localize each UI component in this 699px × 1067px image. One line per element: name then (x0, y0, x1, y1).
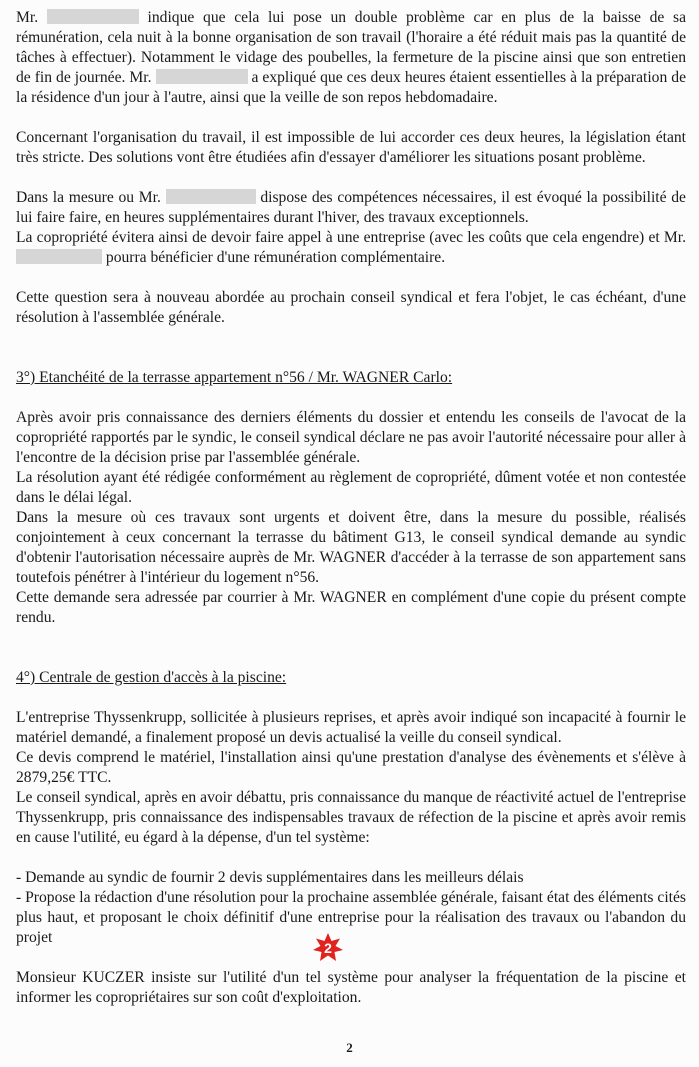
paragraph-2: Concernant l'organisation du travail, il est impossible de lui accorder ces deux heures, la législation étant très stricte. Des solutions vont être étudiées afin d'essayer d'améliorer les situations posant problème. (16, 129, 686, 166)
text-fragment: La copropriété évitera ainsi de devoir faire appel à une entreprise (avec les coûts que cela engendre) et Mr. (16, 229, 686, 246)
text-fragment: Mr. (16, 9, 39, 26)
text-fragment: Dans la mesure ou Mr. (16, 189, 161, 206)
page-number: 2 (346, 1040, 353, 1055)
text-fragment: indique que cela lui pose un double problème car en plus de la baisse de sa rémunération, cela nuit à la bonne organisation de son travail (l'horaire a été réduit mais pas la quantité de tâches à effectuer). Notamment le vidage des poubelles, la fermeture de la piscine ainsi que son entretien de fin de journée. Mr. (16, 9, 687, 86)
paragraph-4: Cette question sera à nouveau abordée au prochain conseil syndical et fera l'objet, le cas échéant, d'une résolution à l'assemblée générale. (16, 289, 686, 326)
text-fragment: pourra bénéficier d'une rémunération complémentaire. (105, 249, 446, 266)
bullet-item: - Propose la rédaction d'une résolution pour la prochaine assemblée générale, faisant état des éléments cités plus haut, et proposant le choix définitif d'une entreprise pour la réalisation des travaux ou l'abandon du projet (16, 889, 686, 946)
badge-number: 2 (324, 940, 332, 956)
paragraph-1 (16, 8, 686, 108)
section-4-line: L'entreprise Thyssenkrupp, sollicitée à plusieurs reprises, et après avoir indiqué son incapacité à fournir le matériel demandé, a finalement proposé un devis actualisé la veille du conseil syndical. (16, 709, 686, 746)
document-page (16, 8, 686, 1008)
redaction-block (16, 249, 102, 264)
redaction-block (166, 189, 256, 204)
redaction-block (47, 9, 139, 24)
section-3-line: Dans la mesure où ces travaux sont urgents et doivent être, dans la mesure du possible, réalisés conjointement à ceux concernant la terrasse du bâtiment G13, le conseil syndical demande au syndic d'obtenir l'autorisation nécessaire auprès de Mr. WAGNER d'accéder à la terrasse de son appartement sans toutefois pénétrer à l'intérieur du logement n°56. (16, 509, 686, 586)
section-3-line: Après avoir pris connaissance des derniers éléments du dossier et entendu les conseils de l'avocat de la copropriété rapportés par le syndic, le conseil syndical déclare ne pas avoir l'autorité nécessaire pour aller à l'encontre de la décision prise par l'assemblée générale. (16, 409, 686, 466)
closing-paragraph: Monsieur KUCZER insiste sur l'utilité d'un tel système pour analyser la fréquentation de la piscine et informer les copropriétaires sur son coût d'exploitation. (16, 969, 686, 1006)
paragraph-3b (16, 228, 686, 268)
section-3-line: La résolution ayant été rédigée conformément au règlement de copropriété, dûment votée et non contestée dans le délai légal. (16, 469, 686, 506)
paragraph-3a (16, 188, 686, 228)
section-3-heading: 3°) Etanchéité de la terrasse appartement n°56 / Mr. WAGNER Carlo: (16, 369, 453, 386)
redaction-block (156, 69, 248, 84)
section-4-line: Le conseil syndical, après en avoir débattu, pris connaissance du manque de réactivité actuel de l'entreprise Thyssenkrupp, pris connaissance des indispensables travaux de réfection de la piscine et après avoir remis en cause l'utilité, eu égard à la dépense, d'un tel système: (16, 789, 686, 846)
star-badge-icon (312, 932, 344, 964)
section-3-line: Cette demande sera adressée par courrier à Mr. WAGNER en complément d'une copie du présent compte rendu. (16, 589, 686, 626)
bullet-item: - Demande au syndic de fournir 2 devis supplémentaires dans les meilleurs délais (16, 869, 524, 886)
text-fragment: dispose des compétences nécessaires, il est évoqué la possibilité de lui faire faire, en heures supplémentaires durant l'hiver, des travaux exceptionnels. (16, 189, 686, 226)
text-fragment: a expliqué que ces deux heures étaient essentielles à la préparation de la résidence d'un jour à l'autre, ainsi que la veille de son repos hebdomadaire. (16, 69, 686, 106)
section-4-heading: 4°) Centrale de gestion d'accès à la piscine: (16, 669, 287, 686)
section-4-line: Ce devis comprend le matériel, l'installation ainsi qu'une prestation d'analyse des évènements et s'élève à 2879,25€ TTC. (16, 749, 686, 786)
